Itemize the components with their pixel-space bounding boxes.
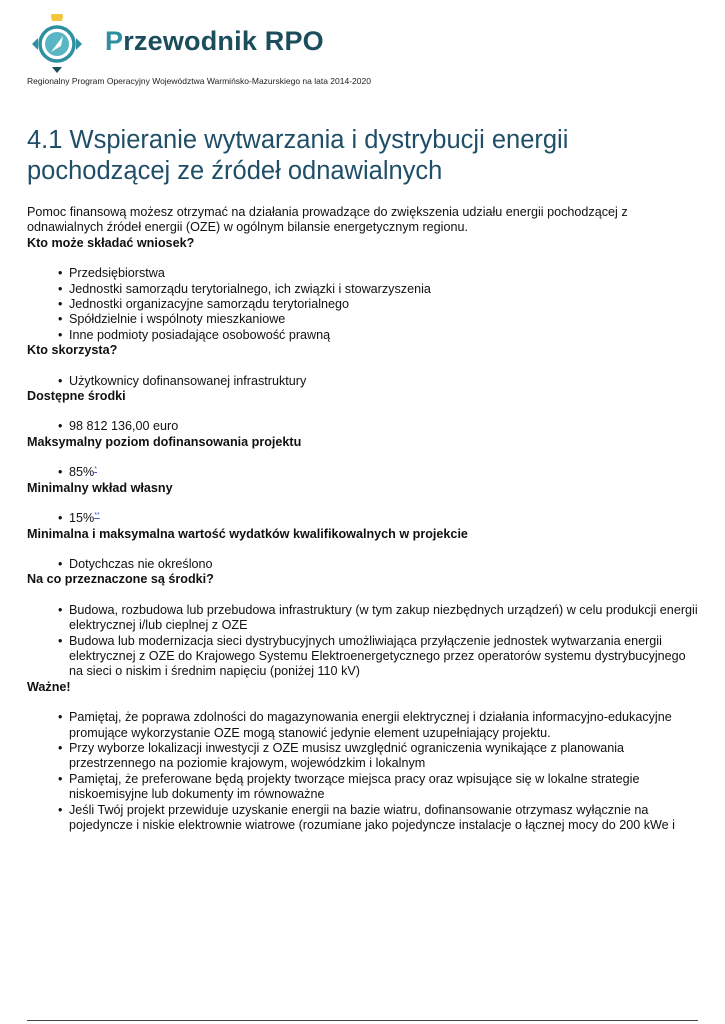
content — [27, 205, 702, 833]
eligible-costs-list — [27, 557, 702, 572]
footnote-link[interactable]: ** — [94, 511, 100, 519]
list-item: • Inne podmioty posiadające osobowość prawną — [69, 328, 702, 343]
list-item: • Budowa, rozbudowa lub przebudowa infrastruktury (w tym zakup niezbędnych urządzeń) w celu produkcji energii elektrycznej i/lub cieplnej z OZE — [69, 603, 702, 634]
section-label: Maksymalny poziom dofinansowania projektu — [27, 434, 302, 449]
compass-icon — [28, 14, 98, 76]
intro-text: Pomoc finansową możesz otrzymać na działania prowadzące do zwiększenia udziału energii pochodzącej z odnawialnych źródeł energii (OZE) w ogólnym bilansie energetycznym regionu. — [27, 205, 628, 235]
list-item: • Pamiętaj, że preferowane będą projekty tworzące miejsca pracy oraz wpisujące się w lokalne strategie niskoemisyjne lub dokumenty im równoważne — [69, 772, 702, 803]
applicants-list — [27, 266, 702, 343]
program-subtitle: Regionalny Program Operacyjny Województwa Warmińsko-Mazurskiego na lata 2014-2020 — [27, 76, 371, 86]
list-item: • 85%* — [69, 465, 702, 480]
list-item: • Przy wyborze lokalizacji inwestycji z OZE musisz uwzględnić ograniczenia wynikające z planowania przestrzennego na poziomie krajowym, wojewódzkim i lokalnym — [69, 741, 702, 772]
section-label: Dostępne środki — [27, 389, 126, 404]
page-title: 4.1 Wspieranie wytwarzania i dystrybucji energii pochodzącej ze źródeł odnawialnych — [27, 126, 569, 185]
logo-wordmark: Przewodnik RPO — [105, 26, 324, 56]
list-item: • Użytkownicy dofinansowanej infrastruktury — [69, 374, 702, 389]
max-funding-list — [27, 465, 702, 480]
list-item: • 98 812 136,00 euro — [69, 419, 702, 434]
list-item: • Przedsiębiorstwa — [69, 266, 702, 281]
section-label: Minimalna i maksymalna wartość wydatków kwalifikowalnych w projekcie — [27, 526, 468, 541]
section-label: Ważne! — [27, 679, 71, 694]
list-item: • Dotychczas nie określono — [69, 557, 702, 572]
beneficiaries-list — [27, 374, 702, 389]
list-item: • Pamiętaj, że poprawa zdolności do magazynowania energii elektrycznej i działania informacyjno-edukacyjne promujące wykorzystanie OZE mogą stanowić jedynie element uzupełniający projektu. — [69, 710, 702, 741]
list-item: • Budowa lub modernizacja sieci dystrybucyjnych umożliwiająca przyłączenie jednostek wytwarzania energii elektrycznej z OZE do Krajowego Systemu Elektroenergetycznego przez operatorów systemu dystrybucyjnego na sieci o niskim i średnim napięciu (poniżej 110 kV) — [69, 634, 702, 680]
footnote-link[interactable]: * — [94, 466, 97, 474]
list-item: • Jeśli Twój projekt przewiduje uzyskanie energii na bazie wiatru, dofinansowanie otrzymasz wyłącznie na pojedyncze i niskie elektrownie wiatrowe (rozumiane jako pojedyncze instalacje o łącznej mocy do 200 kWe i — [69, 803, 702, 834]
important-list — [27, 710, 702, 833]
section-label: Kto może składać wniosek? — [27, 235, 195, 250]
section-label: Na co przeznaczone są środki? — [27, 572, 214, 587]
footer-divider — [27, 1020, 698, 1021]
purposes-list — [27, 603, 702, 680]
section-label: Minimalny wkład własny — [27, 480, 173, 495]
list-item: • Spółdzielnie i wspólnoty mieszkaniowe — [69, 312, 702, 327]
list-item: • Jednostki organizacyjne samorządu terytorialnego — [69, 297, 702, 312]
own-contribution-list — [27, 511, 702, 526]
logo — [28, 14, 348, 76]
funds-list — [27, 419, 702, 434]
section-label: Kto skorzysta? — [27, 343, 118, 358]
list-item: • 15%** — [69, 511, 702, 526]
list-item: • Jednostki samorządu terytorialnego, ich związki i stowarzyszenia — [69, 282, 702, 297]
